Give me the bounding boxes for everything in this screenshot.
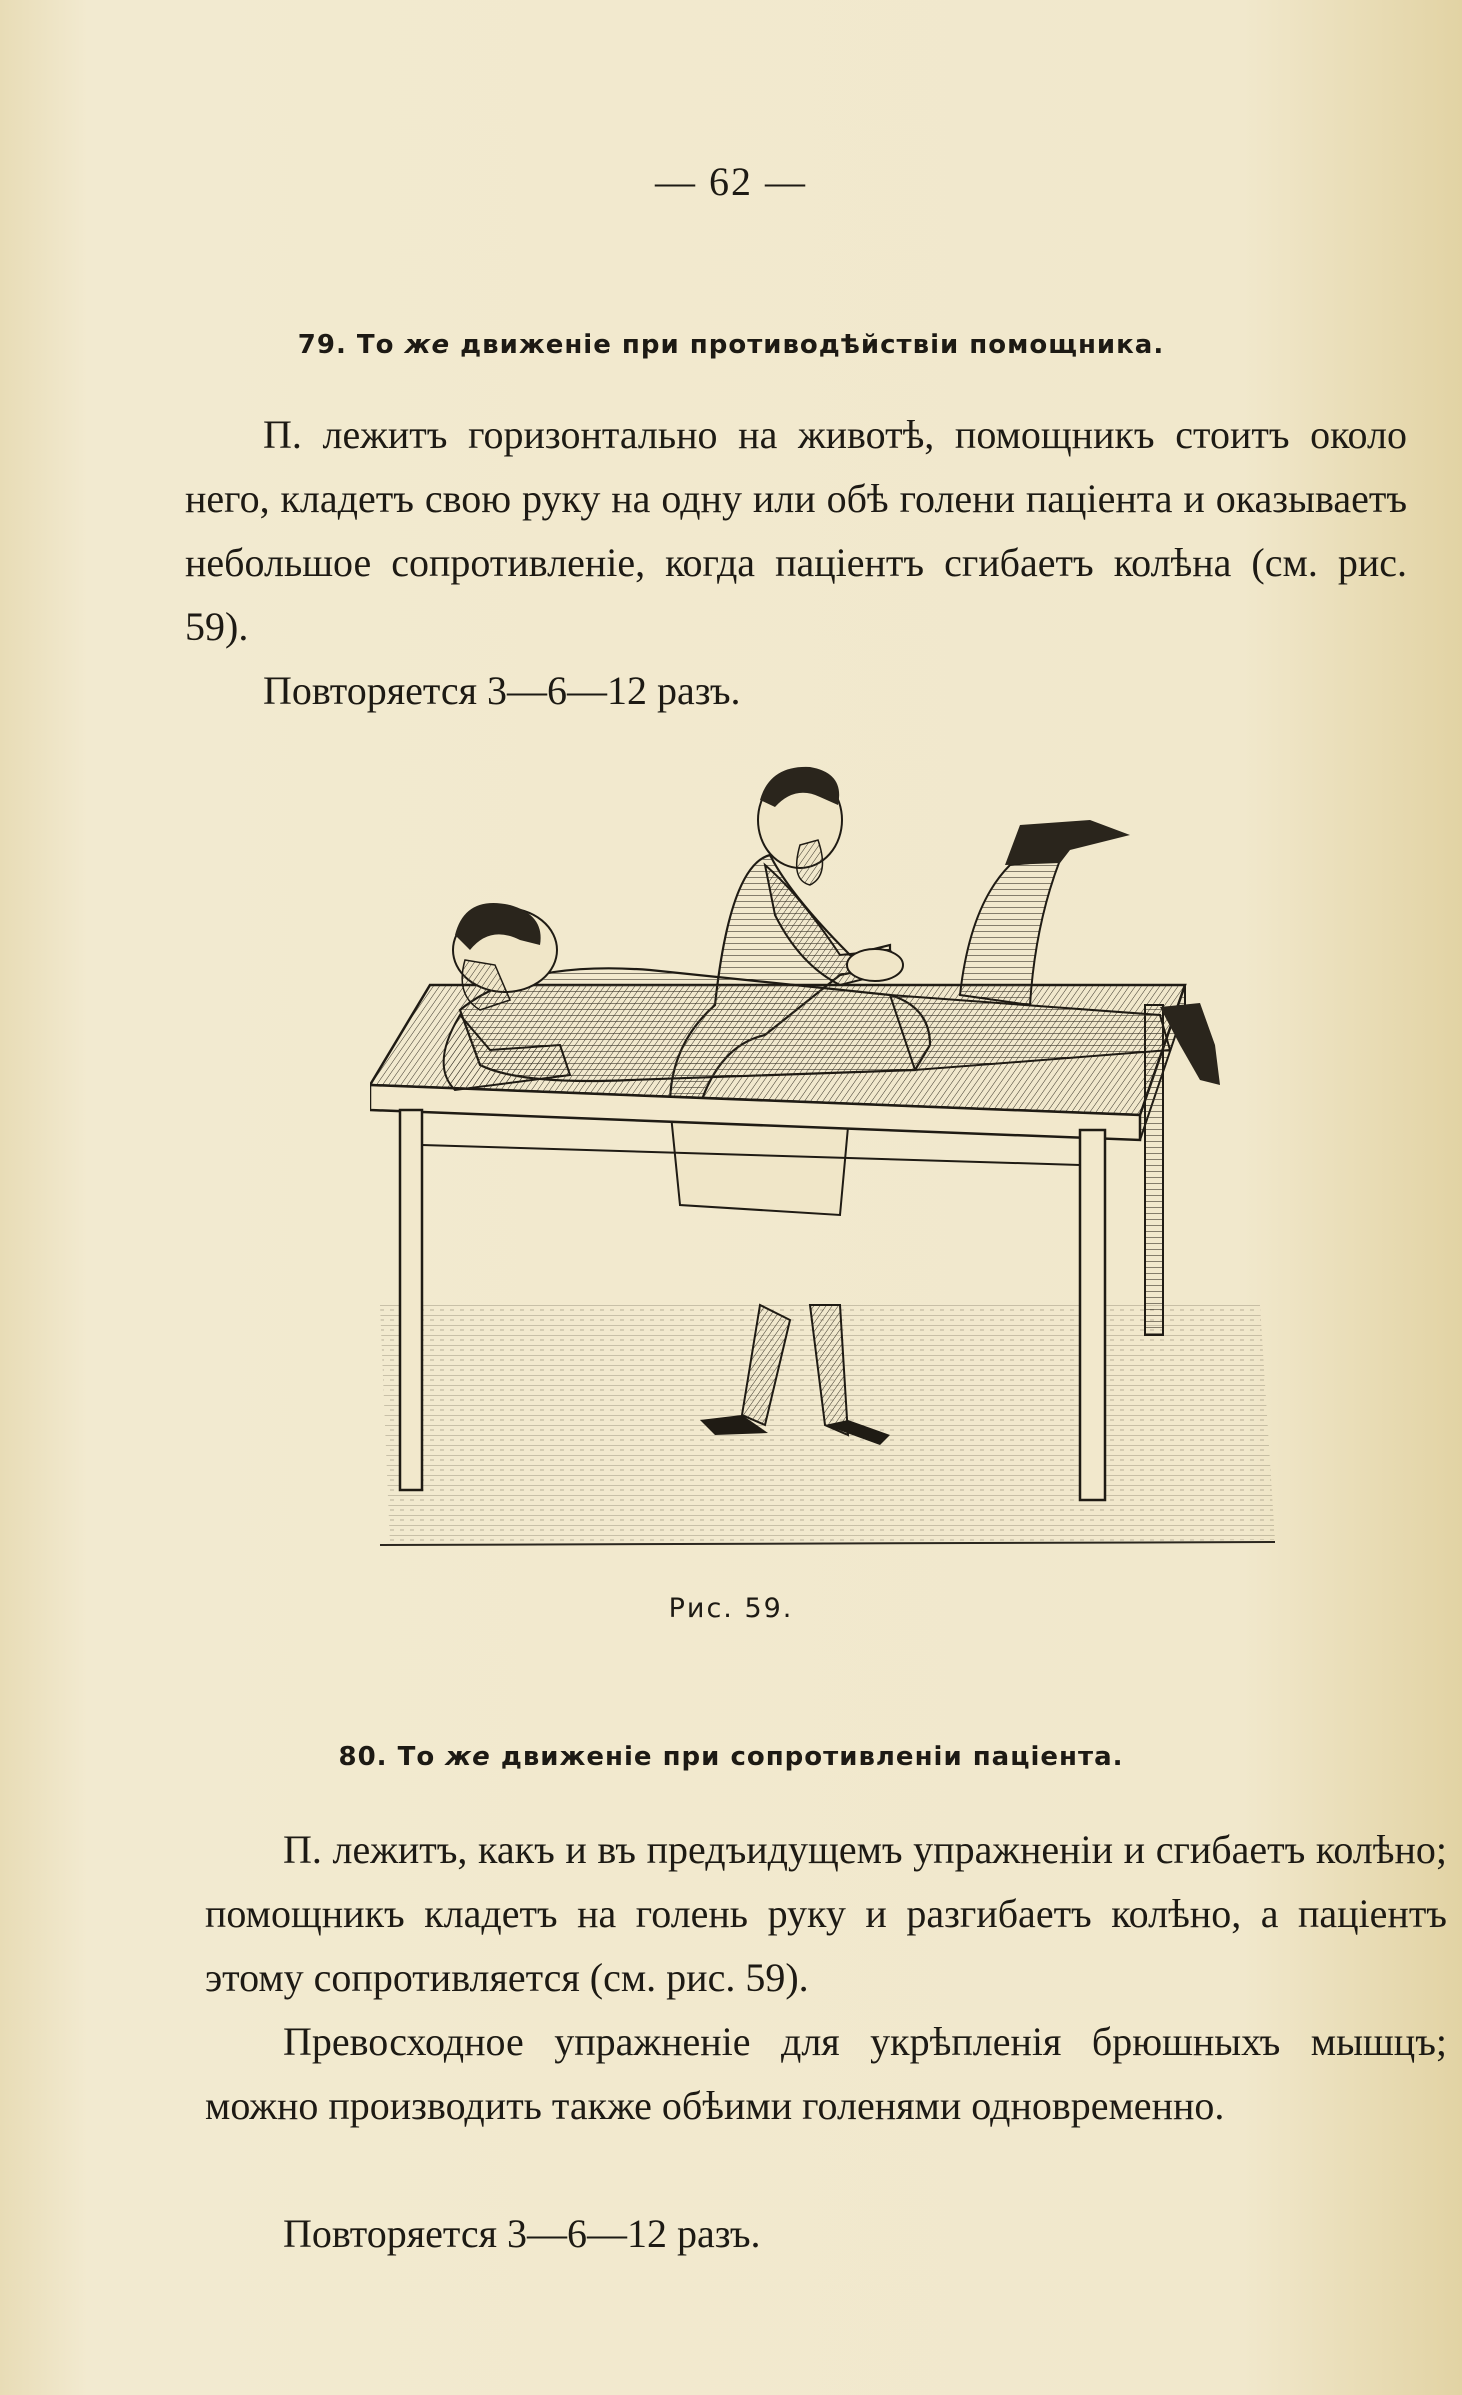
section-79-paragraph-2: Повторяется 3—6—12 разъ. xyxy=(263,668,741,713)
section-80-heading xyxy=(0,1742,1462,1772)
section-80-paragraph-3: Повторяется 3—6—12 разъ. xyxy=(283,2211,761,2256)
section-80-paragraph-1: П. лежитъ, какъ и въ предъидущемъ упражненіи и сгибаетъ колѣно; помощникъ кладетъ на голень руку и разгибаетъ колѣно, а паціентъ этому сопротивляется (см. рис. 59). xyxy=(205,1827,1447,2000)
section-79-title-a: То xyxy=(356,330,395,360)
section-80-title-c: движеніе при сопротивленіи паціента. xyxy=(500,1742,1124,1772)
section-79-heading xyxy=(0,330,1462,360)
section-80-title-a: То xyxy=(397,1742,436,1772)
section-79-number: 79. xyxy=(297,330,347,360)
engraving-illustration xyxy=(370,745,1285,1565)
section-79-title-c: движеніе при противодѣйствіи помощника. xyxy=(460,330,1165,360)
section-80-number: 80. xyxy=(338,1742,388,1772)
section-79-title-b: же xyxy=(404,330,451,360)
section-80-title-b: же xyxy=(445,1742,491,1772)
page-number: — 62 — xyxy=(655,159,807,204)
figure-caption: Рис. 59. xyxy=(668,1593,794,1624)
section-80-paragraph-2: Превосходное упражненіе для укрѣпленія брюшныхъ мышцъ; можно производить также обѣими голенями одновременно. xyxy=(205,2019,1447,2128)
section-79-paragraph-1: П. лежитъ горизонтально на животѣ, помощникъ стоитъ около него, кладетъ свою руку на одну или обѣ голени паціента и оказываетъ небольшое сопротивленіе, когда паціентъ сгибаетъ колѣна (см. рис. 59). xyxy=(185,412,1407,649)
